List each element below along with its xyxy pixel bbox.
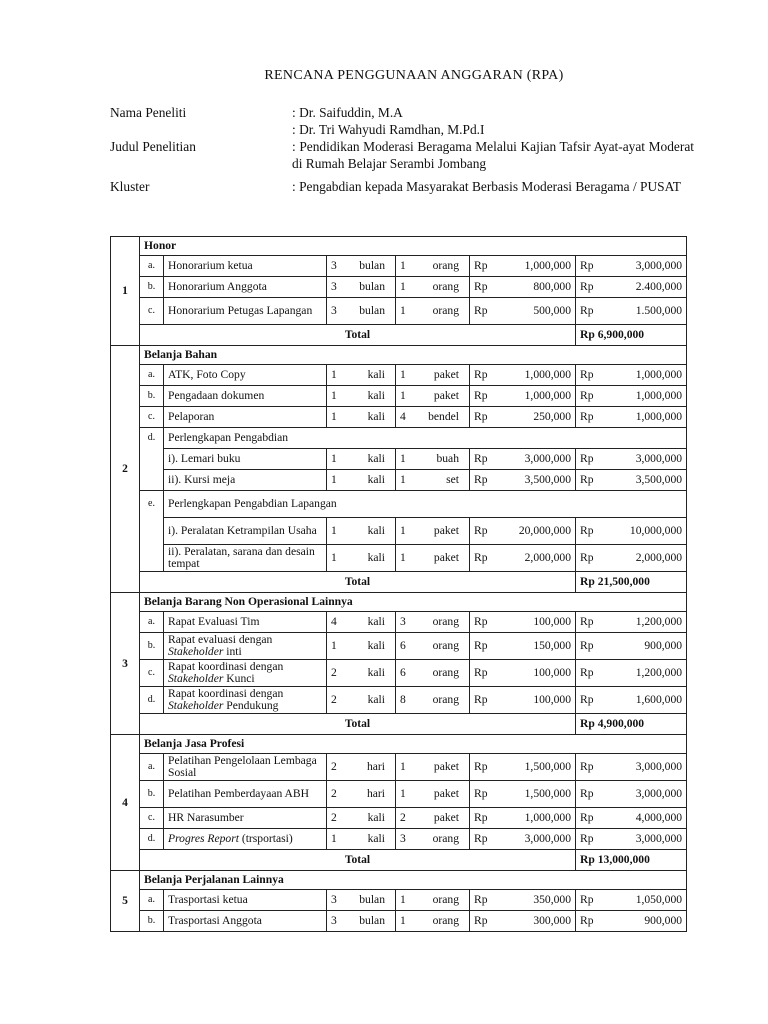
item-count: 3 orang xyxy=(396,612,470,633)
item-qty: 1 kali xyxy=(327,407,396,428)
section-title: Belanja Jasa Profesi xyxy=(140,735,687,754)
item-letter: b. xyxy=(140,781,164,808)
page-title: RENCANA PENGGUNAAN ANGGARAN (RPA) xyxy=(264,68,564,83)
item-total: Rp 1,200,000 xyxy=(576,660,687,687)
table-row xyxy=(111,890,687,911)
item-total: Rp 4,000,000 xyxy=(576,808,687,829)
table-row xyxy=(111,365,687,386)
item-letter xyxy=(140,518,164,545)
item-count: 6 orang xyxy=(396,660,470,687)
item-price: Rp 1,000,000 xyxy=(470,808,576,829)
meta-value: : Pengabdian kepada Masyarakat Berbasis Moderasi Beragama / PUSAT xyxy=(292,179,681,194)
item-count: 2 paket xyxy=(396,808,470,829)
item-count: 1 orang xyxy=(396,298,470,325)
document-meta xyxy=(110,104,694,195)
item-count: 4 bendel xyxy=(396,407,470,428)
item-count: 1 paket xyxy=(396,386,470,407)
item-name-em: Stakeholder xyxy=(168,699,224,712)
item-price: Rp 250,000 xyxy=(470,407,576,428)
section-header-row xyxy=(111,871,687,890)
item-price: Rp 500,000 xyxy=(470,298,576,325)
item-total: Rp 10,000,000 xyxy=(576,518,687,545)
item-letter: d. xyxy=(140,428,164,449)
item-qty: 3 bulan xyxy=(327,256,396,277)
item-letter: a. xyxy=(140,612,164,633)
item-price: Rp 3,500,000 xyxy=(470,470,576,491)
table-row xyxy=(111,386,687,407)
item-name: i). Lemari buku xyxy=(164,449,327,470)
item-letter: c. xyxy=(140,660,164,687)
item-qty: 1 kali xyxy=(327,365,396,386)
item-total: Rp 3,000,000 xyxy=(576,449,687,470)
table-row xyxy=(111,277,687,298)
total-value: Rp 21,500,000 xyxy=(576,572,687,593)
item-name: Trasportasi Anggota xyxy=(164,911,327,932)
item-letter: c. xyxy=(140,298,164,325)
section-title: Belanja Barang Non Operasional Lainnya xyxy=(140,593,687,612)
section-header-row xyxy=(111,735,687,754)
item-price: Rp 100,000 xyxy=(470,660,576,687)
item-qty: 1 kali xyxy=(327,829,396,850)
item-letter xyxy=(140,470,164,491)
item-name-em: Stakeholder xyxy=(168,672,224,685)
table-row xyxy=(111,491,687,518)
item-total: Rp 1,600,000 xyxy=(576,687,687,714)
item-letter xyxy=(140,449,164,470)
total-value: Rp 4,900,000 xyxy=(576,714,687,735)
item-qty: 1 kali xyxy=(327,518,396,545)
section-total-row xyxy=(111,714,687,735)
item-letter: b. xyxy=(140,277,164,298)
section-total-row xyxy=(111,572,687,593)
item-price: Rp 300,000 xyxy=(470,911,576,932)
item-price: Rp 350,000 xyxy=(470,890,576,911)
item-name-em: Progres Report xyxy=(168,832,239,845)
item-name: Pelatihan Pengelolaan Lembaga Sosial xyxy=(164,754,327,781)
item-name: HR Narasumber xyxy=(164,808,327,829)
item-total: Rp 1.500,000 xyxy=(576,298,687,325)
item-total: Rp 3,000,000 xyxy=(576,781,687,808)
table-row xyxy=(111,545,687,572)
item-name: ATK, Foto Copy xyxy=(164,365,327,386)
section-title: Honor xyxy=(140,237,687,256)
budget-table xyxy=(110,236,687,932)
total-label: Total xyxy=(140,714,576,735)
table-row xyxy=(111,612,687,633)
table-row xyxy=(111,911,687,932)
item-name: Rapat evaluasi dengan Stakeholder inti xyxy=(164,633,327,660)
item-total: Rp 3,000,000 xyxy=(576,256,687,277)
item-total: Rp 1,000,000 xyxy=(576,365,687,386)
item-total: Rp 900,000 xyxy=(576,911,687,932)
item-price: Rp 800,000 xyxy=(470,277,576,298)
item-count: 1 orang xyxy=(396,890,470,911)
item-name: Honorarium ketua xyxy=(164,256,327,277)
item-name: Honorarium Petugas Lapangan xyxy=(164,298,327,325)
item-qty: 1 kali xyxy=(327,449,396,470)
item-name: Rapat koordinasi dengan Stakeholder Kunci xyxy=(164,660,327,687)
item-price: Rp 1,000,000 xyxy=(470,386,576,407)
item-name: Pengadaan dokumen xyxy=(164,386,327,407)
table-row xyxy=(111,781,687,808)
item-price: Rp 1,000,000 xyxy=(470,365,576,386)
item-count: 1 paket xyxy=(396,781,470,808)
item-count: 1 buah xyxy=(396,449,470,470)
table-row xyxy=(111,256,687,277)
item-letter: c. xyxy=(140,808,164,829)
section-number: 5 xyxy=(111,871,140,932)
section-total-row xyxy=(111,850,687,871)
item-price: Rp 100,000 xyxy=(470,687,576,714)
table-row xyxy=(111,449,687,470)
section-number: 2 xyxy=(111,346,140,593)
item-total: Rp 2.400,000 xyxy=(576,277,687,298)
item-name: Honorarium Anggota xyxy=(164,277,327,298)
meta-kluster xyxy=(110,178,694,195)
meta-label: Judul Penelitian xyxy=(110,139,196,154)
item-name: Trasportasi ketua xyxy=(164,890,327,911)
item-count: 1 set xyxy=(396,470,470,491)
item-total: Rp 1,000,000 xyxy=(576,386,687,407)
item-qty: 3 bulan xyxy=(327,890,396,911)
item-letter: e. xyxy=(140,491,164,518)
item-count: 1 paket xyxy=(396,545,470,572)
item-price: Rp 150,000 xyxy=(470,633,576,660)
item-total: Rp 2,000,000 xyxy=(576,545,687,572)
item-name: Progres Report (trsportasi) xyxy=(164,829,327,850)
item-letter: d. xyxy=(140,829,164,850)
item-letter: a. xyxy=(140,365,164,386)
item-qty: 1 kali xyxy=(327,633,396,660)
item-letter: a. xyxy=(140,754,164,781)
item-price: Rp 100,000 xyxy=(470,612,576,633)
item-price: Rp 3,000,000 xyxy=(470,829,576,850)
item-qty: 2 kali xyxy=(327,808,396,829)
meta-label: Kluster xyxy=(110,179,150,194)
item-name: Pelaporan xyxy=(164,407,327,428)
item-price: Rp 1,500,000 xyxy=(470,754,576,781)
total-label: Total xyxy=(140,850,576,871)
item-name: Perlengkapan Pengabdian xyxy=(164,428,687,449)
item-total: Rp 3,000,000 xyxy=(576,829,687,850)
item-count: 1 orang xyxy=(396,277,470,298)
section-number: 4 xyxy=(111,735,140,871)
item-price: Rp 3,000,000 xyxy=(470,449,576,470)
item-name: ii). Peralatan, sarana dan desain tempat xyxy=(164,545,327,572)
meta-peneliti xyxy=(110,104,694,138)
section-number: 3 xyxy=(111,593,140,735)
item-name: Pelatihan Pemberdayaan ABH xyxy=(164,781,327,808)
item-qty: 3 bulan xyxy=(327,911,396,932)
table-row xyxy=(111,407,687,428)
item-total: Rp 3,000,000 xyxy=(576,754,687,781)
section-title: Belanja Bahan xyxy=(140,346,687,365)
item-qty: 1 kali xyxy=(327,545,396,572)
item-name: Rapat Evaluasi Tim xyxy=(164,612,327,633)
item-count: 1 paket xyxy=(396,365,470,386)
item-total: Rp 1,000,000 xyxy=(576,407,687,428)
table-row xyxy=(111,470,687,491)
meta-value: : Dr. Saifuddin, M.A xyxy=(292,105,403,120)
item-letter: a. xyxy=(140,890,164,911)
item-qty: 1 kali xyxy=(327,470,396,491)
item-name: i). Peralatan Ketrampilan Usaha xyxy=(164,518,327,545)
item-count: 1 orang xyxy=(396,256,470,277)
item-letter: b. xyxy=(140,386,164,407)
item-letter: b. xyxy=(140,633,164,660)
meta-value: : Pendidikan Moderasi Beragama Melalui Kajian Tafsir Ayat-ayat Moderat di Rumah Belajar Serambi Jombang xyxy=(292,139,694,171)
meta-value: : Dr. Tri Wahyudi Ramdhan, M.Pd.I xyxy=(292,122,485,137)
budget-table-body xyxy=(111,237,687,932)
meta-label: Nama Peneliti xyxy=(110,105,187,120)
item-letter: b. xyxy=(140,911,164,932)
item-price: Rp 20,000,000 xyxy=(470,518,576,545)
item-name-em: Stakeholder xyxy=(168,645,224,658)
total-value: Rp 13,000,000 xyxy=(576,850,687,871)
section-header-row xyxy=(111,237,687,256)
table-row xyxy=(111,808,687,829)
meta-judul xyxy=(110,138,694,172)
item-letter: c. xyxy=(140,407,164,428)
item-count: 1 paket xyxy=(396,754,470,781)
total-label: Total xyxy=(140,325,576,346)
item-name: ii). Kursi meja xyxy=(164,470,327,491)
item-qty: 2 hari xyxy=(327,754,396,781)
total-label: Total xyxy=(140,572,576,593)
item-qty: 2 kali xyxy=(327,660,396,687)
item-total: Rp 1,050,000 xyxy=(576,890,687,911)
item-qty: 4 kali xyxy=(327,612,396,633)
item-letter: d. xyxy=(140,687,164,714)
item-qty: 3 bulan xyxy=(327,298,396,325)
section-header-row xyxy=(111,593,687,612)
table-row xyxy=(111,633,687,660)
item-letter: a. xyxy=(140,256,164,277)
table-row xyxy=(111,754,687,781)
item-price: Rp 1,500,000 xyxy=(470,781,576,808)
item-name: Perlengkapan Pengabdian Lapangan xyxy=(164,491,687,518)
item-name: Rapat koordinasi dengan Stakeholder Pendukung xyxy=(164,687,327,714)
item-letter xyxy=(140,545,164,572)
section-title: Belanja Perjalanan Lainnya xyxy=(140,871,687,890)
table-row xyxy=(111,518,687,545)
table-row xyxy=(111,829,687,850)
item-total: Rp 3,500,000 xyxy=(576,470,687,491)
item-total: Rp 900,000 xyxy=(576,633,687,660)
item-qty: 3 bulan xyxy=(327,277,396,298)
section-total-row xyxy=(111,325,687,346)
item-count: 8 orang xyxy=(396,687,470,714)
total-value: Rp 6,900,000 xyxy=(576,325,687,346)
item-price: Rp 2,000,000 xyxy=(470,545,576,572)
item-count: 6 orang xyxy=(396,633,470,660)
table-row xyxy=(111,298,687,325)
table-row xyxy=(111,687,687,714)
item-count: 1 paket xyxy=(396,518,470,545)
item-count: 3 orang xyxy=(396,829,470,850)
table-row xyxy=(111,428,687,449)
section-number: 1 xyxy=(111,237,140,346)
table-row xyxy=(111,660,687,687)
item-count: 1 orang xyxy=(396,911,470,932)
item-qty: 1 kali xyxy=(327,386,396,407)
item-total: Rp 1,200,000 xyxy=(576,612,687,633)
item-qty: 2 kali xyxy=(327,687,396,714)
section-header-row xyxy=(111,346,687,365)
item-qty: 2 hari xyxy=(327,781,396,808)
item-price: Rp 1,000,000 xyxy=(470,256,576,277)
